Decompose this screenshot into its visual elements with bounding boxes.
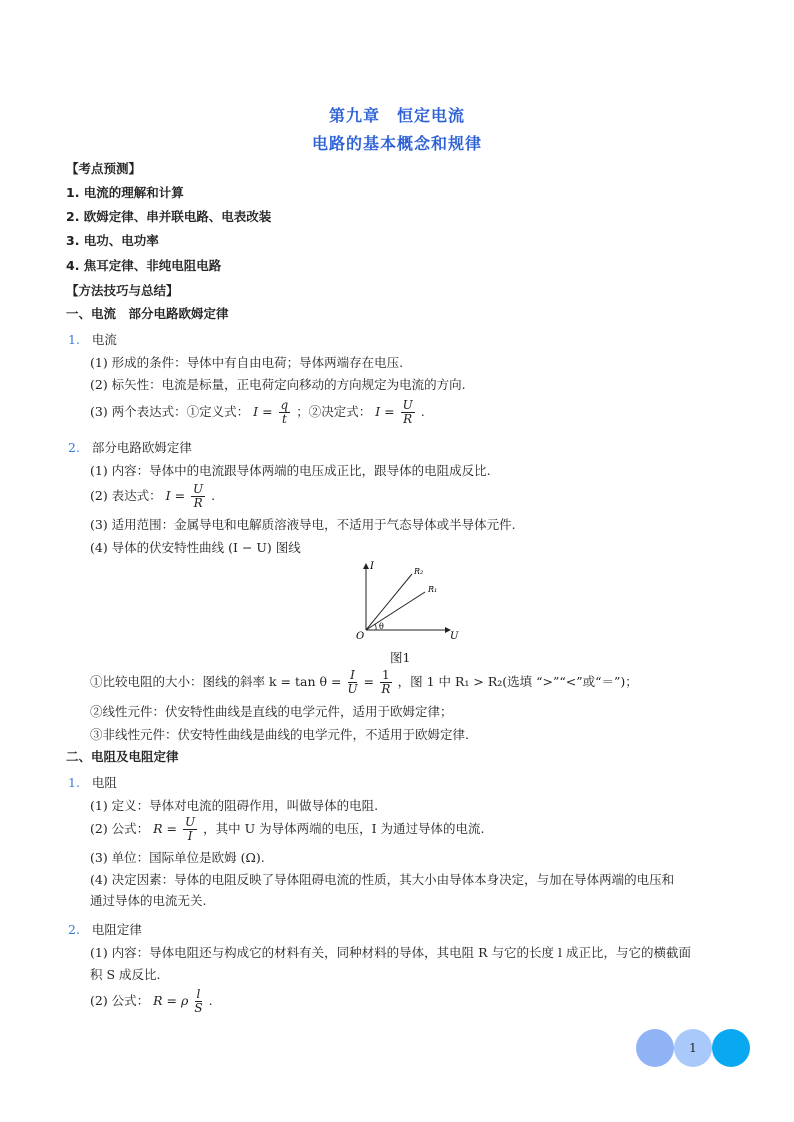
forecast-item-3: 3. 电功、电功率 (66, 233, 159, 248)
fraction-q-over-t: $\frac{q}{t}$ (280, 398, 289, 426)
fraction-u-over-r: $\frac{U}{R}$ (402, 398, 413, 426)
s2-item2-line1: (1) 内容：导体电阻还与构成它的材料有关，同种材料的导体，其电阻 R 与它的长度 l 成正比，与它的横截面 (90, 945, 691, 960)
s2-item2-line1b: 积 S 成反比. (90, 967, 161, 982)
s2-item2-label: 电阻定律 (91, 922, 142, 937)
s1-item2-number: 2. (68, 440, 80, 455)
s1-item1-line1: (1) 形成的条件：导体中有自由电荷；导体两端存在电压. (90, 355, 404, 370)
iu-graph-figure (350, 560, 465, 642)
y-axis-label: I (370, 561, 374, 572)
fraction-l-over-s: $\frac{l}{S}$ (194, 987, 203, 1015)
s2-item1-heading (68, 775, 117, 791)
s1-item1-line3: (3) 两个表达式：①定义式： I = $\frac{q}{t}$ ；②决定式： I = $\frac{U}{R}$ . (90, 398, 425, 426)
r1-label: R₁ (428, 585, 438, 594)
s2-item1-label: 电阻 (91, 775, 117, 790)
r2-label: R₂ (414, 567, 424, 576)
fraction-i-over-u: $\frac{I}{U}$ (347, 668, 358, 696)
topic-title: 电路的基本概念和规律 (311, 134, 482, 153)
section-2-title: 二、电阻及电阻定律 (66, 749, 179, 764)
s1-item1-line2: (2) 标矢性：电流是标量，正电荷定向移动的方向规定为电流的方向. (90, 377, 466, 392)
page-number: 1 (674, 1029, 712, 1067)
s2-item2-line2: (2) 公式： R = ρ $\frac{l}{S}$ . (90, 987, 213, 1015)
fraction-u-over-i: $\frac{U}{I}$ (185, 815, 196, 843)
fraction-u-over-r-2: $\frac{U}{R}$ (193, 482, 204, 510)
forecast-item-2: 2. 欧姆定律、串并联电路、电表改装 (66, 209, 272, 224)
fraction-1-over-r: $\frac{1}{R}$ (381, 668, 391, 696)
s1-item2-compare: ①比较电阻的大小：图线的斜率 k = tan θ = $\frac{I}{U}$ = $\frac{1}{R}$ ，图 1 中 R₁ > R₂(选填 “>”“<”或“＝”)； (90, 668, 638, 696)
figure-caption: 图1 (390, 650, 411, 665)
page-indicator (636, 1028, 752, 1068)
s1-item2-line2: (2) 表达式： I = $\frac{U}{R}$ . (90, 482, 216, 510)
forecast-item-1: 1. 电流的理解和计算 (66, 185, 184, 200)
r2-line (366, 574, 412, 630)
origin-label: O (356, 631, 365, 642)
s2-item1-line4b: 通过导体的电流无关. (90, 893, 207, 908)
s1-item2-label: 部分电路欧姆定律 (91, 440, 192, 455)
s2-item1-line3: (3) 单位：国际单位是欧姆 (Ω). (90, 850, 265, 865)
s1-item2-linear: ②线性元件：伏安特性曲线是直线的电学元件，适用于欧姆定律； (90, 704, 453, 719)
pager-left-dot (636, 1029, 674, 1067)
s2-item2-heading (68, 922, 142, 938)
forecast-heading: 【考点预测】 (66, 161, 142, 176)
s1-item1-number: 1. (68, 332, 80, 347)
s2-item2-number: 2. (68, 922, 80, 937)
s2-item1-line2: (2) 公式： R = $\frac{U}{I}$ ，其中 U 为导体两端的电压，I 为通过导体的电流. (90, 815, 485, 843)
s2-item1-line4: (4) 决定因素：导体的电阻反映了导体阻碍电流的性质，其大小由导体本身决定，与加在导体两端的电压和 (90, 872, 675, 887)
s2-item1-line1: (1) 定义：导体对电流的阻碍作用，叫做导体的电阻. (90, 798, 379, 813)
s1-item2-nonlinear: ③非线性元件：伏安特性曲线是曲线的电学元件，不适用于欧姆定律. (90, 727, 469, 742)
x-axis-label: U (450, 631, 459, 642)
pager-right-dot (712, 1029, 750, 1067)
s1-item2-line4: (4) 导体的伏安特性曲线 (I − U) 图线 (90, 540, 301, 555)
methods-heading: 【方法技巧与总结】 (66, 283, 179, 298)
chapter-title: 第九章 恒定电流 (328, 106, 465, 125)
forecast-item-4: 4. 焦耳定律、非纯电阻电路 (66, 258, 222, 273)
section-1-title: 一、电流 部分电路欧姆定律 (66, 306, 229, 321)
s1-item1-heading (68, 332, 117, 348)
s1-item1-label: 电流 (91, 332, 117, 347)
s1-item2-line1: (1) 内容：导体中的电流跟导体两端的电压成正比，跟导体的电阻成反比. (90, 463, 491, 478)
s2-item1-number: 1. (68, 775, 80, 790)
angle-label: θ (379, 622, 384, 631)
angle-arc (375, 624, 376, 630)
s1-item2-line3: (3) 适用范围：金属导电和电解质溶液导电，不适用于气态导体或半导体元件. (90, 517, 516, 532)
s1-item2-heading (68, 440, 192, 456)
